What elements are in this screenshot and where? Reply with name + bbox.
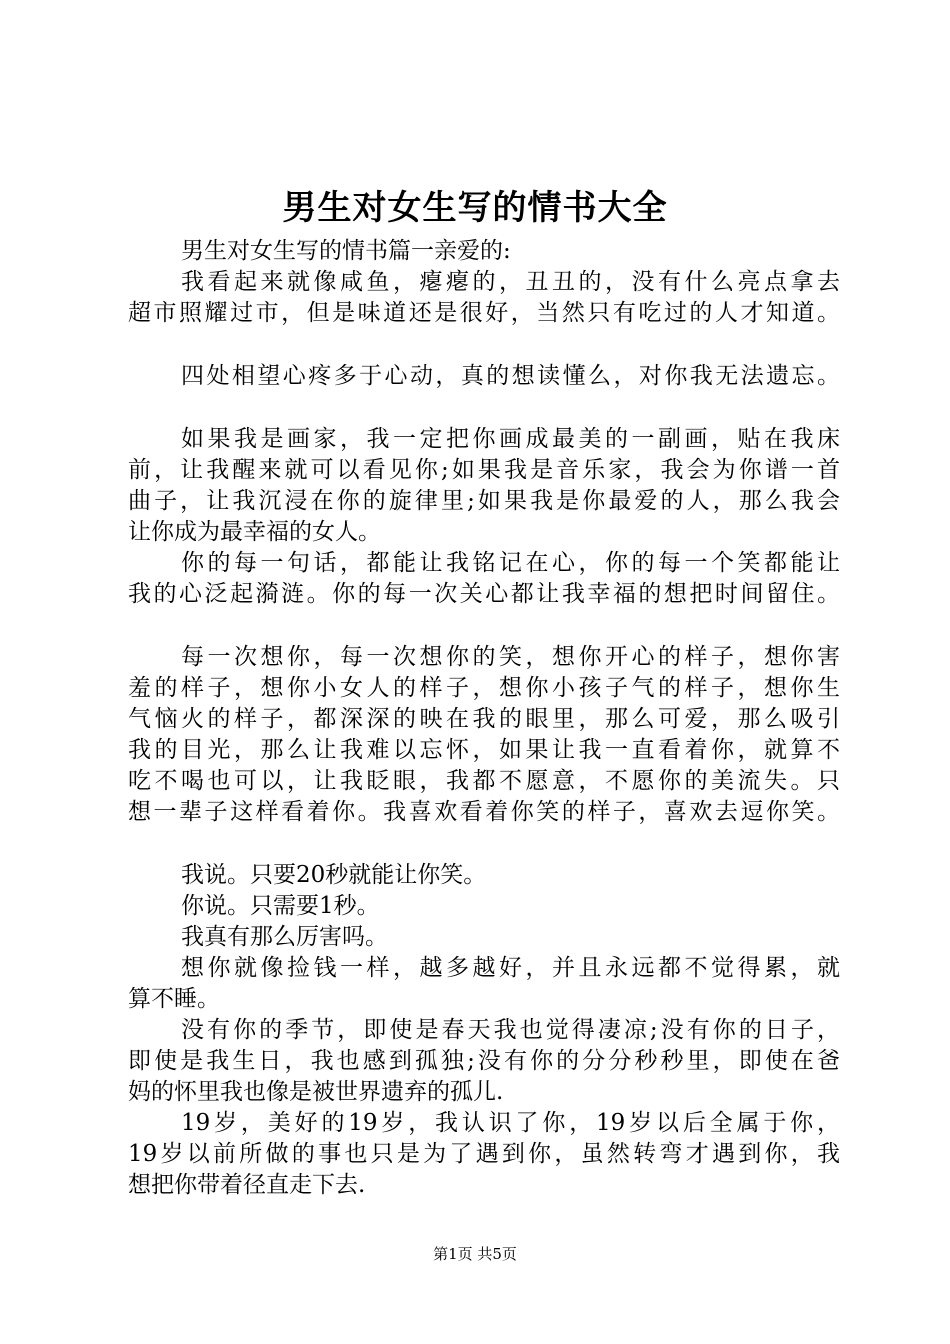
text-line: 气恼火的样子，都深深的映在我的眼里，那么可爱，那么吸引 [128, 706, 840, 732]
text-line: 19岁，美好的19岁，我认识了你，19岁以后全属于你， [181, 1110, 840, 1136]
document-title: 男生对女生写的情书大全 [282, 188, 668, 228]
text-line: 男生对女生写的情书篇一亲爱的: [181, 238, 511, 264]
text-line: 如果我是画家，我一定把你画成最美的一副画，贴在我床 [181, 426, 840, 452]
paragraph-gap [128, 828, 840, 860]
paragraph-gap [128, 610, 840, 642]
paragraph-gap [128, 329, 840, 361]
text-line: 羞的样子，想你小女人的样子，想你小孩子气的样子，想你生 [128, 675, 840, 701]
text-line: 19岁以前所做的事也只是为了遇到你，虽然转弯才遇到你，我 [128, 1141, 840, 1167]
text-line: 你的每一句话，都能让我铭记在心，你的每一个笑都能让 [181, 550, 840, 576]
document-body [128, 236, 840, 1201]
text-line: 想你就像捡钱一样，越多越好，并且永远都不觉得累，就 [181, 955, 840, 981]
text-line: 即使是我生日，我也感到孤独;没有你的分分秒秒里，即使在爸 [128, 1048, 840, 1074]
text-line: 吃不喝也可以，让我眨眼，我都不愿意，不愿你的美流失。只 [128, 768, 840, 794]
text-line: 我看起来就像咸鱼，瘪瘪的，丑丑的，没有什么亮点拿去 [181, 269, 840, 295]
text-line: 算不睡。 [128, 986, 220, 1012]
text-line: 四处相望心疼多于心动，真的想读懂么，对你我无法遗忘。 [181, 363, 840, 389]
text-line: 想一辈子这样看着你。我喜欢看着你笑的样子，喜欢去逗你笑。 [128, 799, 840, 825]
text-line: 想把你带着径直走下去. [128, 1172, 366, 1198]
text-line: 我真有那么厉害吗。 [181, 924, 388, 950]
page-footer: 第1页 共5页 [433, 1245, 517, 1263]
text-line: 我的目光，那么让我难以忘怀，如果让我一直看着你，就算不 [128, 737, 840, 763]
text-line: 我的心泛起漪涟。你的每一次关心都让我幸福的想把时间留住。 [128, 581, 840, 607]
text-line: 超市照耀过市，但是味道还是很好，当然只有吃过的人才知道。 [128, 300, 840, 326]
paragraph-gap [128, 392, 840, 424]
text-line: 每一次想你，每一次想你的笑，想你开心的样子，想你害 [181, 644, 840, 670]
text-line: 曲子，让我沉浸在你的旋律里;如果我是你最爱的人，那么我会 [128, 488, 840, 514]
text-line: 没有你的季节，即使是春天我也觉得凄凉;没有你的日子， [181, 1017, 840, 1043]
text-line: 前，让我醒来就可以看见你;如果我是音乐家，我会为你谱一首 [128, 457, 840, 483]
text-line: 妈的怀里我也像是被世界遗弃的孤儿. [128, 1079, 504, 1105]
text-line: 我说。只要20秒就能让你笑。 [181, 862, 487, 888]
text-line: 让你成为最幸福的女人。 [128, 519, 381, 545]
text-line: 你说。只需要1秒。 [181, 893, 380, 919]
